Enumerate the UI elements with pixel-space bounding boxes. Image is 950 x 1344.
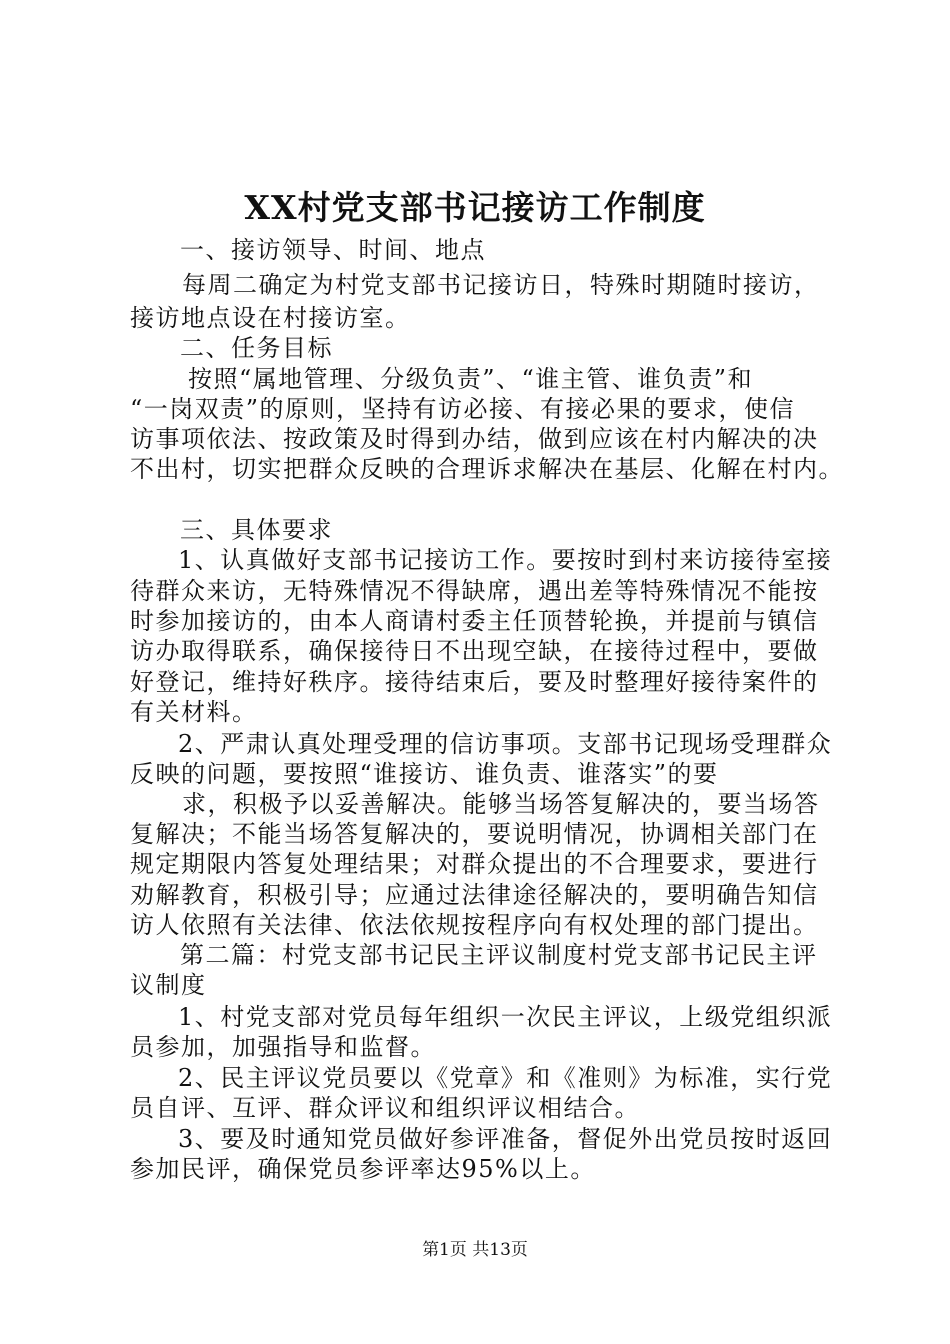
paragraph-line: 1、村党支部对党员每年组织一次民主评议，上级党组织派 <box>178 1003 833 1031</box>
paragraph-line: 议制度 <box>130 971 207 999</box>
paragraph-line: 3、要及时通知党员做好参评准备，督促外出党员按时返回 <box>178 1125 833 1153</box>
section-heading: 第二篇：村党支部书记民主评议制度村党支部书记民主评 <box>180 941 818 969</box>
paragraph-line: 反映的问题，要按照“谁接访、谁负责、谁落实”的要 <box>130 760 719 788</box>
paragraph-line: 复解决；不能当场答复解决的，要说明情况，协调相关部门在 <box>130 820 819 848</box>
heading-1: 一、接访领导、时间、地点 <box>180 236 486 264</box>
paragraph-line: 规定期限内答复处理结果；对群众提出的不合理要求，要进行 <box>130 850 819 878</box>
paragraph-line: 好登记，维持好秩序。接待结束后，要及时整理好接待案件的 <box>130 668 819 696</box>
page-number: 第1页 共13页 <box>422 1240 528 1260</box>
paragraph-line: 访人依照有关法律、依法依规按程序向有权处理的部门提出。 <box>130 911 819 939</box>
document-title: XX村党支部书记接访工作制度 <box>244 188 706 227</box>
paragraph-line: 员自评、互评、群众评议和组织评议相结合。 <box>130 1094 640 1122</box>
paragraph-line: 求，积极予以妥善解决。能够当场答复解决的，要当场答 <box>182 790 820 818</box>
paragraph-line: 访事项依法、按政策及时得到办结，做到应该在村内解决的决 <box>130 425 819 453</box>
paragraph-line: 1、认真做好支部书记接访工作。要按时到村来访接待室接 <box>178 546 833 574</box>
paragraph-line: 不出村，切实把群众反映的合理诉求解决在基层、化解在村内。 <box>130 455 844 483</box>
paragraph-line: “一岗双责”的原则，坚持有访必接、有接必果的要求，使信 <box>130 395 796 423</box>
paragraph-line: 2、民主评议党员要以《党章》和《准则》为标准，实行党 <box>178 1064 833 1092</box>
paragraph-line: 参加民评，确保党员参评率达95%以上。 <box>130 1155 596 1183</box>
paragraph-line: 有关材料。 <box>130 698 258 726</box>
paragraph-line: 时参加接访的，由本人商请村委主任顶替轮换，并提前与镇信 <box>130 607 819 635</box>
paragraph-line: 每周二确定为村党支部书记接访日，特殊时期随时接访， <box>182 271 820 299</box>
paragraph-line: 按照“属地管理、分级负责”、“谁主管、谁负责”和 <box>188 365 754 393</box>
heading-3: 三、具体要求 <box>180 516 333 544</box>
heading-2: 二、任务目标 <box>180 334 333 362</box>
paragraph-line: 访办取得联系，确保接待日不出现空缺，在接待过程中，要做 <box>130 637 819 665</box>
paragraph-line: 劝解教育，积极引导；应通过法律途径解决的，要明确告知信 <box>130 881 819 909</box>
paragraph-line: 2、严肃认真处理受理的信访事项。支部书记现场受理群众 <box>178 730 833 758</box>
paragraph-line: 接访地点设在村接访室。 <box>130 304 411 332</box>
paragraph-line: 待群众来访，无特殊情况不得缺席，遇出差等特殊情况不能按 <box>130 577 819 605</box>
paragraph-line: 员参加，加强指导和监督。 <box>130 1033 436 1061</box>
